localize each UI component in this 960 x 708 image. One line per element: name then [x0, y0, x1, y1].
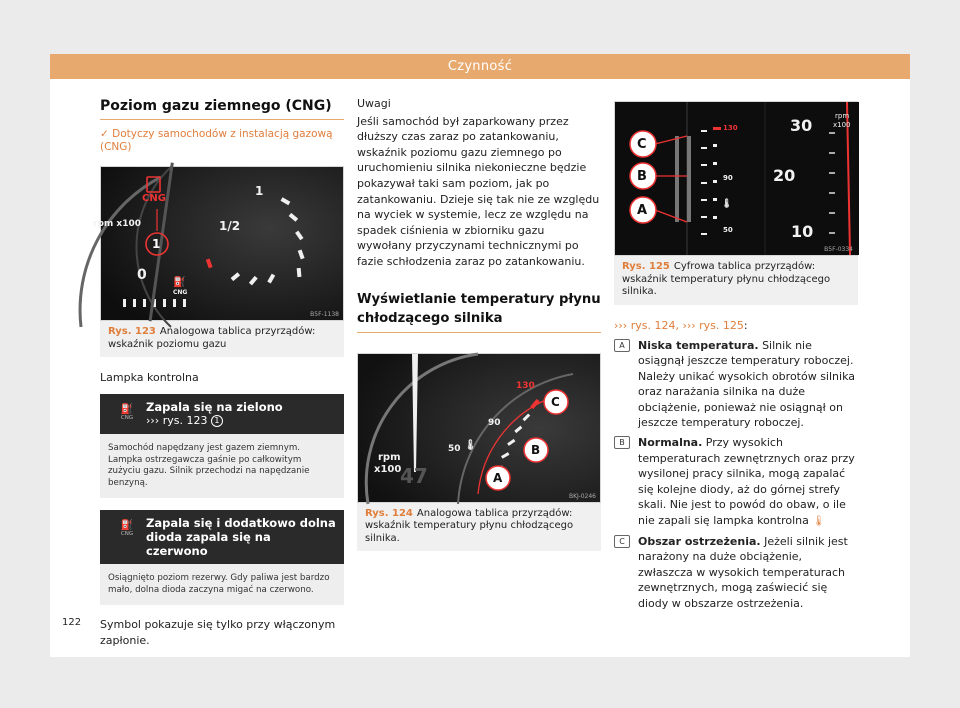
figure-125: [614, 101, 858, 256]
gauge-label-half: 1/2: [219, 219, 241, 233]
figure-124-caption: Rys. 124 Analogowa tablica przyrządów: wskaźnik temperatury płynu chłodzącego silnika.: [357, 503, 601, 552]
rpm-label: rpm: [378, 451, 401, 463]
coolant-warning-icon: 🌡: [812, 516, 826, 528]
figure-123-caption: Rys. 123 Analogowa tablica przyrządów: wskaźnik poziomu gazu: [100, 321, 344, 357]
temp-90-label: 90: [723, 174, 733, 182]
callout-c: C: [637, 137, 647, 152]
list-item: A Niska temperatura. Silnik nie osiągnął jeszcze temperatury roboczej. Należy unikać wysokich obrotów silnika oraz narażania silnika na duże obciążenie, ponieważ nie osiągnął on jeszcze temperatury roboczej.: [614, 338, 858, 432]
figure-code: B5F-0334: [824, 246, 853, 253]
small-cng-label: CNG: [173, 289, 188, 296]
rpm-label: rpm x100: [93, 219, 141, 229]
coolant-gauge-svg: [358, 354, 600, 502]
temp-50-label: 50: [448, 443, 461, 454]
gauge-label-0: 0: [137, 267, 147, 283]
coolant-icon: 🌡: [721, 199, 733, 209]
check-icon: ✓: [100, 128, 109, 140]
list-item: C Obszar ostrzeżenia. Jeżeli silnik jest narażony na duże obciążenie, zwłaszcza w wysokich temperaturach zewnętrznych, mogą zaświecić się diody w obszarze ostrzeżenia.: [614, 534, 858, 612]
note-heading: Uwagi: [357, 97, 391, 110]
ref-link-124[interactable]: ››› rys. 124: [614, 318, 676, 332]
cng-label: CNG: [142, 193, 166, 204]
section-title-cng: Poziom gazu ziemnego (CNG): [100, 98, 344, 120]
figure-124: [357, 353, 601, 503]
figure-code: BKJ-0246: [568, 492, 596, 500]
ref-link-125[interactable]: rys. 125: [699, 318, 744, 332]
gas-gauge-svg: [101, 167, 343, 320]
page-header: Czynność: [50, 54, 910, 79]
figure-code: B5F-1138: [310, 311, 339, 318]
page-number: 122: [62, 617, 82, 628]
warning-green: ⛽ CNG Zapala się na zielono ››› rys. 123 1 Samochód napędzany jest gazem ziemnym. Lampka ostrzegawcza gaśnie po całkowitym zużyciu gazu. Silnik przechodzi na napędzanie benzyną.: [100, 394, 344, 498]
lamp-heading: Lampka kontrolna: [100, 371, 199, 384]
gauge-label-1: 1: [255, 184, 264, 198]
x100-label: x100: [374, 463, 402, 475]
note-body: Jeśli samochód był zaparkowany przez dłuższy czas zaraz po zatankowaniu, wskaźnik poziomu gazu ziemnego po uruchomieniu silnika niekonieczne będzie pokazywał taki sam poziom, jak po zatankowaniu. Dzieje się tak nie ze względu na wyciek w systemie, lecz ze względu na spadek ciśnienia w zbiorniku gazu wywołany przyczynami technicznymi po fazie schłodzenia zaraz po zatankowaniu.: [357, 114, 600, 268]
gas-gauge-image: [93, 167, 343, 320]
temp-90-label: 90: [488, 417, 501, 428]
callout-a: A: [637, 203, 648, 218]
fuel-pump-icon: ⛽: [173, 277, 186, 288]
list-item: B Normalna. Przy wysokich temperaturach zewnętrznych oraz przy wysilonej pracy silnika, mogą zapalać się kolejne diody, aż do górnej strefy skali. Nie jest to powód do obaw, o ile nie zapali się lampka kontrolna 🌡: [614, 435, 858, 530]
figure-125-caption: Rys. 125 Cyfrowa tablica przyrządów: wskaźnik temperatury płynu chłodzącego silnika.: [614, 256, 858, 305]
digital-gauge-image: [615, 102, 857, 255]
rpm-10-label: 10: [791, 222, 814, 241]
callout-a: A: [493, 470, 503, 485]
warning-red-body: Osiągnięto poziom rezerwy. Gdy paliwa jest bardzo mało, dolna dioda zaczyna migać na czerwono.: [100, 564, 344, 605]
temp-130-label: 130: [516, 380, 535, 391]
figure-123: [93, 166, 344, 321]
symbol-note: Symbol pokazuje się tylko przy włączonym zapłonie.: [100, 618, 336, 647]
temp-130-label: 130: [723, 124, 738, 132]
cng-lamp-icon: ⛽ CNG: [120, 404, 134, 421]
coolant-icon: 🌡: [464, 439, 477, 451]
warning-green-body: Samochód napędzany jest gazem ziemnym. Lampka ostrzegawcza gaśnie po całkowitym zużyciu gazu. Silnik przechodzi na napędzanie benzyną.: [100, 434, 344, 498]
column-left: [93, 96, 344, 648]
warning-red: ⛽ CNG Zapala się i dodatkowo dolna dioda zapala się na czerwono Osiągnięto poziom rezerwy. Gdy paliwa jest bardzo mało, dolna dioda zaczyna migać na czerwono.: [100, 510, 344, 605]
figure-references: ››› rys. 124, ››› rys. 125:: [614, 318, 748, 332]
column-right: [614, 101, 858, 616]
rpm-30-label: 30: [790, 116, 813, 135]
section-title-coolant: Wyświetlanie temperatury płynu chłodzącego silnika: [357, 290, 601, 333]
callout-b: B: [531, 442, 541, 457]
column-middle: [357, 96, 601, 551]
rpm-label: rpm: [835, 112, 850, 120]
x100-label: x100: [833, 121, 851, 129]
callout-c: C: [551, 394, 560, 409]
rpm-47-label: 47: [400, 463, 428, 488]
callout-b: B: [637, 169, 647, 184]
temp-50-label: 50: [723, 226, 733, 234]
rpm-20-label: 20: [773, 166, 796, 185]
callout-1: 1: [152, 237, 161, 251]
cng-lamp-icon: ⛽ CNG: [120, 520, 134, 537]
applies-note: ✓ Dotyczy samochodów z instalacją gazową (CNG): [100, 128, 333, 153]
coolant-gauge-image: [358, 354, 600, 502]
